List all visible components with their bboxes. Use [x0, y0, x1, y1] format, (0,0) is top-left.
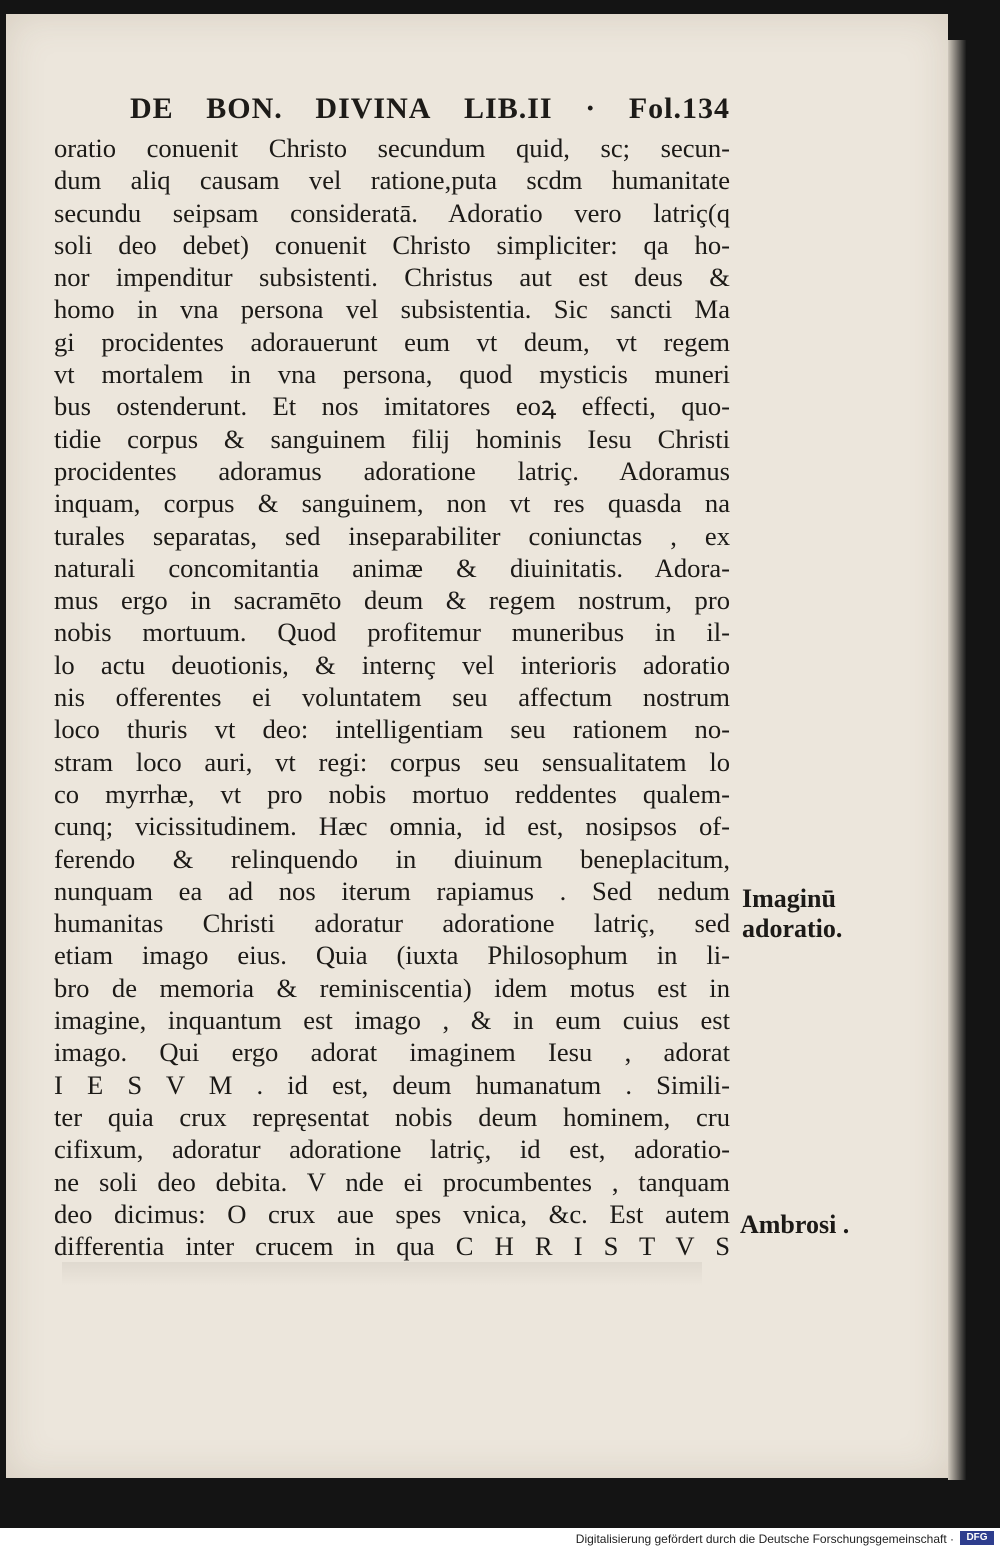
text-line: humanitas Christi adoratur adoratione latriç, sed — [54, 908, 730, 939]
text-line: imago. Qui ergo adorat imaginem Iesu , adorat — [54, 1037, 730, 1068]
text-line: mus ergo in sacramēto deum & regem nostrum, pro — [54, 585, 730, 616]
text-line: loco thuris vt deo: intelligentiam seu rationem no- — [54, 714, 730, 745]
text-line: soli deo debet) conuenit Christo simpliciter: qa ho- — [54, 229, 730, 260]
page-edge-shadow — [948, 40, 966, 1480]
footer-credit: Digitalisierung gefördert durch die Deutsche Forschungsgemeinschaft · — [575, 1532, 954, 1546]
text-line: oratio conuenit Christo secundum quid, sc; secun- — [54, 133, 730, 163]
text-line: nor impenditur subsistenti. Christus aut est deus & — [54, 262, 730, 293]
text-line: inquam, corpus & sanguinem, non vt res quasda na — [54, 488, 730, 519]
dfg-logo: DFG — [960, 1531, 994, 1545]
marginal-note-imaginum — [742, 884, 842, 944]
footer-bar — [0, 1528, 1000, 1548]
text-line: nis offerentes ei voluntatem seu affectum nostrum — [54, 682, 730, 713]
text-line: ferendo & relinquendo in diuinum beneplacitum, — [54, 843, 730, 874]
text-line: procidentes adoramus adoratione latriç. Adoramus — [54, 455, 730, 486]
text-line: secundu seipsam consideratā. Adoratio vero latriç(q — [54, 197, 730, 228]
text-line: homo in vna persona vel subsistentia. Sic sancti Ma — [54, 294, 730, 325]
text-line: cunq; vicissitudinem. Hæc omnia, id est, nosipsos of- — [54, 811, 730, 842]
marginal-note-line: Imaginū — [742, 884, 836, 913]
text-line: deo dicimus: O crux aue spes vnica, &c. Est autem — [54, 1198, 730, 1229]
running-head-word: DIVINA — [315, 92, 432, 125]
running-head-separator: · — [585, 92, 597, 125]
marginal-note-ambrosius: Ambrosi . — [740, 1210, 850, 1239]
text-line: stram loco auri, vt regi: corpus seu sensualitatem lo — [54, 746, 730, 777]
text-line: vt mortalem in vna persona, quod mysticis muneri — [54, 359, 730, 390]
marginal-note-line: adoratio. — [742, 914, 843, 943]
running-head-word: LIB.II — [464, 92, 553, 125]
text-line: ter quia crux repręsentat nobis deum hominem, cru — [54, 1101, 730, 1132]
running-head-word: DE — [130, 92, 174, 125]
text-line: naturali concomitantia animæ & diuinitatis. Adora- — [54, 552, 730, 583]
folio-number: Fol.134 — [628, 92, 730, 125]
text-line: I E S V M . id est, deum humanatum . Simili- — [54, 1069, 730, 1100]
show-through-bleed — [62, 1262, 702, 1286]
text-line: imagine, inquantum est imago , & in eum cuius est — [54, 1005, 730, 1036]
text-line: etiam imago eius. Quia (iuxta Philosophum in li- — [54, 940, 730, 971]
running-head — [130, 92, 730, 126]
text-line: gi procidentes adorauerunt eum vt deum, vt regem — [54, 326, 730, 357]
text-line: tidie corpus & sanguinem filij hominis Iesu Christi — [54, 423, 730, 454]
text-line: differentia inter crucem in qua C H R I S T V S — [54, 1231, 730, 1262]
text-line: ne soli deo debita. V nde ei procumbentes , tanquam — [54, 1166, 730, 1197]
text-line: bro de memoria & reminiscentia) idem motus est in — [54, 972, 730, 1003]
text-line: nobis mortuum. Quod profitemur muneribus in il- — [54, 617, 730, 648]
running-head-word: BON. — [206, 92, 283, 125]
text-line: cifixum, adoratur adoratione latriç, id est, adoratio- — [54, 1134, 730, 1165]
text-line: lo actu deuotionis, & internç vel interioris adoratio — [54, 649, 730, 680]
text-line: co myrrhæ, vt pro nobis mortuo reddentes qualem- — [54, 778, 730, 809]
main-text-block — [54, 132, 730, 1262]
text-line: turales separatas, sed inseparabiliter coniunctas , ex — [54, 520, 730, 551]
text-line: bus ostenderunt. Et nos imitatores eoꝝ effecti, quo- — [54, 391, 730, 422]
text-line: dum aliq causam vel ratione,puta scdm humanitate — [54, 165, 730, 196]
text-line: nunquam ea ad nos iterum rapiamus . Sed nedum — [54, 875, 730, 906]
